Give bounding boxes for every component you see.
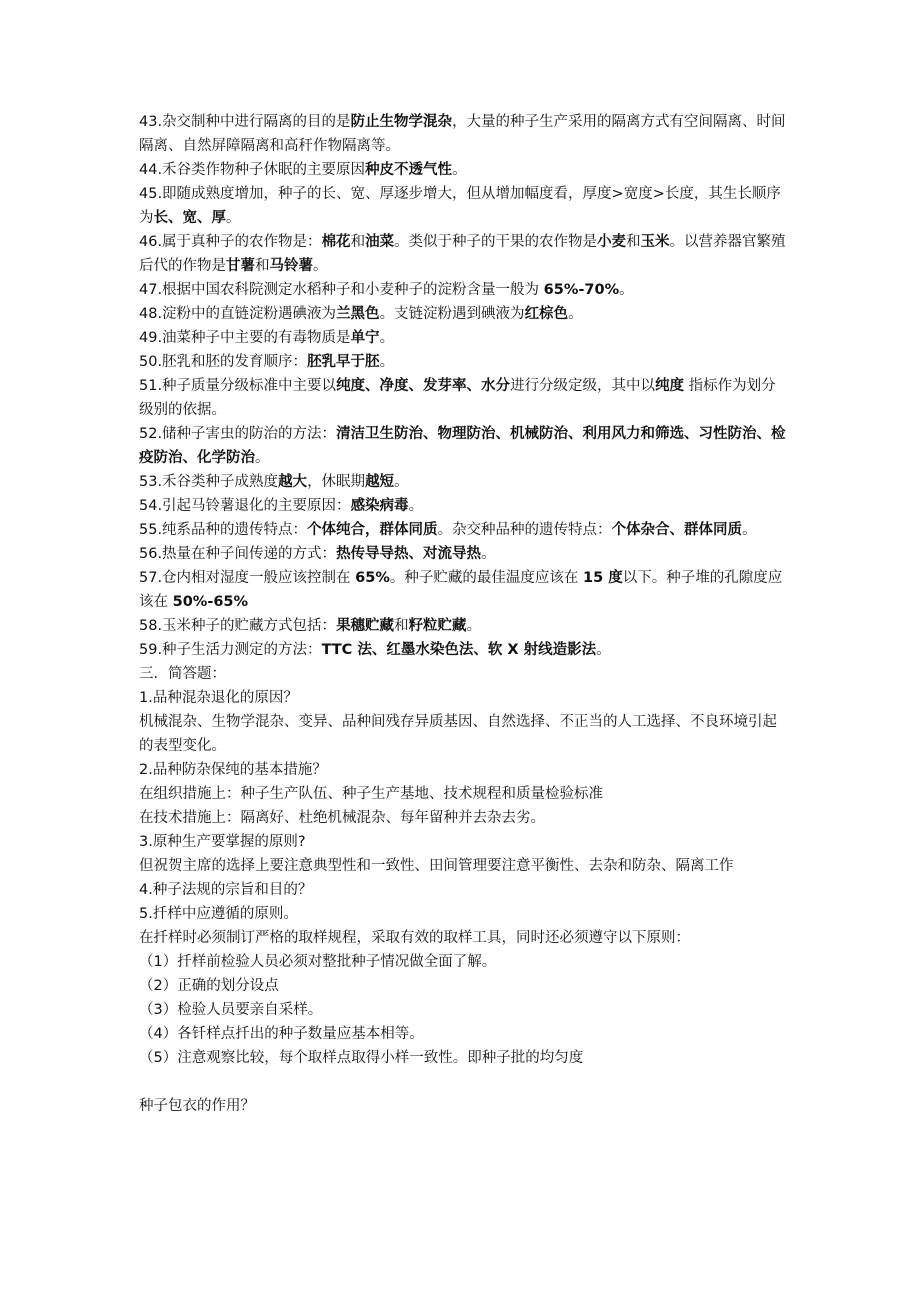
paragraph <box>139 686 789 710</box>
text-run: 但祝贺主席的选择上要注意典型性和一致性、田间管理要注意平衡性、去杂和防杂、隔离工作 <box>139 858 734 874</box>
paragraph <box>139 542 789 566</box>
text-run: 46.属于真种子的农作物是： <box>139 234 322 250</box>
text-run: 三．简答题： <box>139 666 226 682</box>
text-run: 。类似于种子的干果的农作物是 <box>394 234 598 250</box>
bold-answer: 果穗贮藏 <box>336 618 395 634</box>
paragraph <box>139 854 789 878</box>
bold-answer: 防止生物学混杂 <box>350 114 453 130</box>
paragraph <box>139 710 789 758</box>
text-run: （2）正确的划分设点 <box>139 978 279 994</box>
text-run: 51.种子质量分级标准中主要以 <box>139 378 337 394</box>
text-run: 。支链淀粉遇到碘液为 <box>379 306 525 322</box>
paragraph <box>139 614 789 638</box>
text-run: ，休眠期 <box>307 474 366 490</box>
text-run: 和 <box>394 618 409 634</box>
text-run: 56.热量在种子间传递的方式： <box>139 546 337 562</box>
text-run: 48.淀粉中的直链淀粉遇碘液为 <box>139 306 337 322</box>
paragraph <box>139 110 789 158</box>
bold-answer: 纯度、净度、发芽率、水分 <box>336 378 511 394</box>
text-run: 。 <box>313 258 328 274</box>
text-run: 在组织措施上：种子生产队伍、种子生产基地、技术规程和质量检验标准 <box>139 786 603 802</box>
text-run: 和 <box>350 234 366 250</box>
bold-answer: 清洁卫生防治、物理防治、机械防治、利用风力和筛选、习性防治、检疫防治、化学防治 <box>139 426 786 466</box>
blank-line <box>139 1070 789 1094</box>
bold-answer: 越大 <box>278 474 308 490</box>
paragraph <box>139 326 789 350</box>
text-run: 50.胚乳和胚的发育顺序： <box>139 354 308 370</box>
text-run: （3）检验人员要亲自采样。 <box>139 1002 323 1018</box>
text-run: 。 <box>394 474 409 490</box>
bold-answer: 越短 <box>365 474 395 490</box>
text-run: 1.品种混杂退化的原因？ <box>139 690 298 706</box>
paragraph <box>139 566 789 614</box>
text-run: 。以营养器官繁殖后代的作物是 <box>139 234 786 274</box>
paragraph <box>139 830 789 854</box>
text-run: 。 <box>255 450 270 466</box>
text-run: 。 <box>568 306 583 322</box>
text-run: 进行分级定级，其中以 <box>510 378 656 394</box>
text-run: 2.品种防杂保纯的基本措施？ <box>139 762 327 778</box>
text-run: 。 <box>452 162 467 178</box>
text-run: 49.油菜种子中主要的有毒物质是 <box>139 330 351 346</box>
text-run: （4）各钎样点扦出的种子数量应基本相等。 <box>139 1026 424 1042</box>
bold-answer: 65% <box>355 570 390 586</box>
text-run: 。 <box>481 546 496 562</box>
text-run: 54.引起马铃薯退化的主要原因： <box>139 498 351 514</box>
text-run: 3.原种生产要掌握的原则? <box>139 834 306 850</box>
text-run: 种子包衣的作用？ <box>139 1098 255 1114</box>
document-body <box>139 110 789 1118</box>
paragraph <box>139 974 789 998</box>
paragraph <box>139 302 789 326</box>
paragraph <box>139 998 789 1022</box>
text-run: 5.扦样中应遵循的原则。 <box>139 906 298 922</box>
paragraph <box>139 638 789 662</box>
paragraph <box>139 758 789 782</box>
text-run: 57.仓内相对湿度一般应该控制在 <box>139 570 356 586</box>
text-run: 55.纯系品种的遗传特点： <box>139 522 308 538</box>
bold-answer: 红棕色 <box>524 306 569 322</box>
paragraph <box>139 926 789 950</box>
paragraph <box>139 494 789 518</box>
bold-answer: 个体纯合，群体同质 <box>307 522 438 538</box>
paragraph <box>139 182 789 230</box>
bold-answer: TTC 法、红墨水染色法、软 X 射线造影法 <box>321 642 597 658</box>
text-run: 。 <box>466 618 482 634</box>
text-run: ，大量的种子生产采用的隔离方式有空间隔离、时间隔离、自然屏障隔离和高秆作物隔离等。 <box>139 114 786 154</box>
paragraph <box>139 902 789 926</box>
text-run: 。 <box>742 522 757 538</box>
text-run: 52.储种子害虫的防治的方法： <box>139 426 337 442</box>
text-run: 45.即随成熟度增加，种子的长、宽、厚逐步增大，但从增加幅度看，厚度>宽度>长度，其生长顺序为 <box>139 186 781 226</box>
bold-answer: 15 度 <box>583 570 623 586</box>
text-run: 。 <box>226 210 241 226</box>
bold-answer: 感染病毒 <box>350 498 409 514</box>
text-run: 。 <box>408 498 424 514</box>
bold-answer: 65%-70% <box>543 282 620 298</box>
text-run: 59.种子生活力测定的方法： <box>139 642 322 658</box>
text-run: 。 <box>379 354 395 370</box>
text-run: 。 <box>379 330 395 346</box>
paragraph <box>139 950 789 974</box>
paragraph <box>139 350 789 374</box>
paragraph <box>139 662 789 686</box>
text-run: 。 <box>619 282 634 298</box>
text-run: 机械混杂、生物学混杂、变异、品种间残存异质基因、自然选择、不正当的人工选择、不良环境引起的表型变化。 <box>139 714 777 754</box>
text-run: （1）扦样前检验人员必须对整批种子情况做全面了解。 <box>139 954 497 970</box>
bold-answer: 热传导导热、对流导热 <box>336 546 482 562</box>
text-run: 。 <box>596 642 611 658</box>
paragraph <box>139 422 789 470</box>
text-run: 。杂交种品种的遗传特点： <box>437 522 612 538</box>
text-run: 。种子贮藏的最佳温度应该在 <box>389 570 583 586</box>
bold-answer: 马铃薯 <box>269 258 313 274</box>
bold-answer: 油菜 <box>365 234 395 250</box>
paragraph <box>139 1046 789 1070</box>
bold-answer: 兰黑色 <box>336 306 380 322</box>
text-run: 指标作为划分级别的依据。 <box>139 378 776 418</box>
bold-answer: 棉花 <box>321 234 351 250</box>
paragraph <box>139 278 789 302</box>
text-run: 4.种子法规的宗旨和目的？ <box>139 882 313 898</box>
text-run: 53.禾谷类种子成熟度 <box>139 474 279 490</box>
paragraph <box>139 158 789 182</box>
text-run: 和 <box>626 234 641 250</box>
paragraph <box>139 782 789 806</box>
bold-answer: 玉米 <box>640 234 670 250</box>
paragraph <box>139 374 789 422</box>
text-run: 在扦样时必须制订严格的取样规程，采取有效的取样工具，同时还必须遵守以下原则： <box>139 930 690 946</box>
bold-answer: 50%-65% <box>172 594 249 610</box>
paragraph <box>139 230 789 278</box>
paragraph <box>139 1022 789 1046</box>
bold-answer: 胚乳早于胚 <box>307 354 380 370</box>
bold-answer: 纯度 <box>655 378 685 394</box>
bold-answer: 单宁 <box>350 330 380 346</box>
bold-answer: 长、宽、厚 <box>153 210 226 226</box>
text-run: 43.杂交制种中进行隔离的目的是 <box>139 114 351 130</box>
paragraph <box>139 470 789 494</box>
bold-answer: 个体杂合、群体同质 <box>611 522 743 538</box>
bold-answer: 甘薯 <box>226 258 255 274</box>
bold-answer: 小麦 <box>597 234 627 250</box>
text-run: 47.根据中国农科院测定水稻种子和小麦种子的淀粉含量一般为 <box>139 282 544 298</box>
bold-answer: 籽粒贮藏 <box>408 618 467 634</box>
text-run: 以下。种子堆的孔隙度应该在 <box>139 570 783 610</box>
paragraph <box>139 518 789 542</box>
text-run: 和 <box>255 258 270 274</box>
text-run: 58.玉米种子的贮藏方式包括： <box>139 618 337 634</box>
paragraph <box>139 806 789 830</box>
text-run: 在技术措施上：隔离好、杜绝机械混杂、每年留种并去杂去劣。 <box>139 810 545 826</box>
paragraph <box>139 1094 789 1118</box>
bold-answer: 种皮不透气性 <box>365 162 453 178</box>
text-run: 44.禾谷类作物种子休眠的主要原因 <box>139 162 366 178</box>
paragraph <box>139 878 789 902</box>
text-run: （5）注意观察比较，每个取样点取得小样一致性。即种子批的均匀度 <box>139 1050 584 1066</box>
